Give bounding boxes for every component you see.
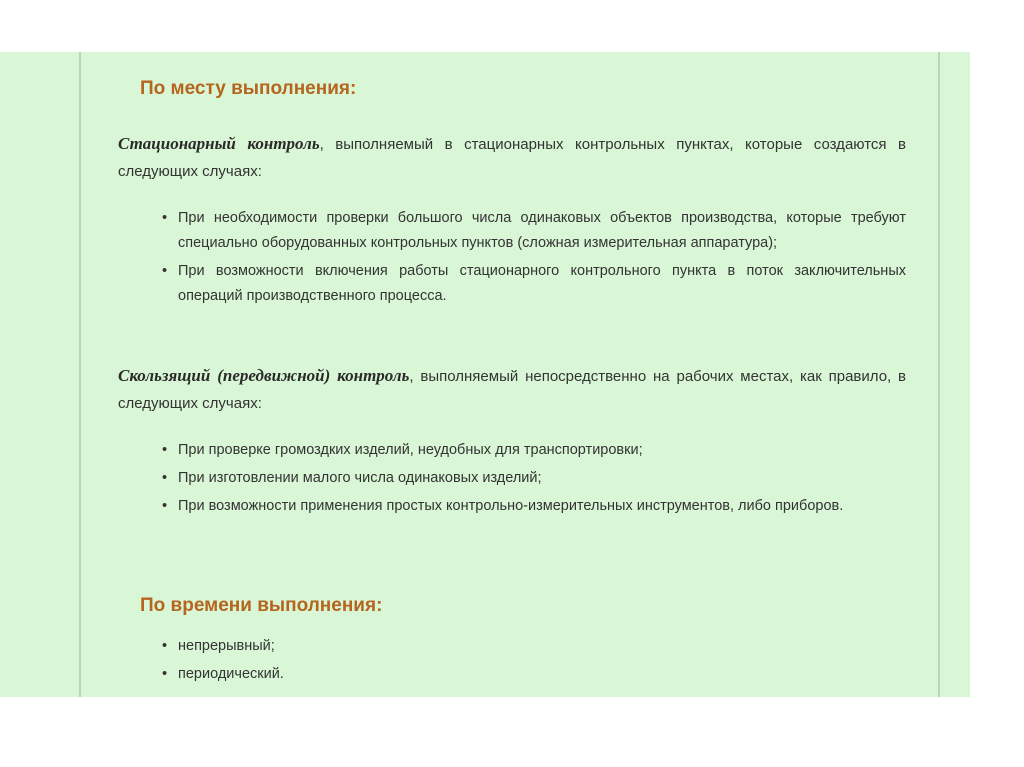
- heading-by-place: По месту выполнения:: [140, 78, 357, 99]
- list-item: • периодический.: [162, 662, 906, 687]
- stationary-control-paragraph: [118, 130, 906, 185]
- time-types-list: [162, 634, 906, 690]
- list-item: • При проверке громоздких изделий, неудобных для транспортировки;: [162, 438, 906, 463]
- stationary-control-term: Стационарный контроль: [118, 134, 320, 153]
- sliding-control-paragraph: [118, 362, 906, 417]
- right-divider: [938, 52, 940, 697]
- list-item: • При изготовлении малого числа одинаковых изделий;: [162, 466, 906, 491]
- left-divider: [79, 52, 81, 697]
- list-item: • При возможности применения простых контрольно-измерительных инструментов, либо приборов.: [162, 494, 906, 519]
- stationary-cases-list: [162, 206, 906, 312]
- sliding-cases-list: [162, 438, 906, 522]
- heading-by-time: По времени выполнения:: [140, 595, 383, 616]
- list-item: • При возможности включения работы стационарного контрольного пункта в поток заключительных операций производственного процесса.: [162, 259, 906, 309]
- slide: [0, 52, 970, 697]
- stationary-control-text: , выполняемый в стационарных контрольных пунктах, которые создаются в следующих случаях:: [118, 136, 906, 180]
- sliding-control-text: , выполняемый непосредственно на рабочих местах, как правило, в следующих случаях:: [118, 368, 906, 412]
- list-item: • непрерывный;: [162, 634, 906, 659]
- list-item: • При необходимости проверки большого числа одинаковых объектов производства, которые требуют специально оборудованных контрольных пунктов (сложная измерительная аппаратура);: [162, 206, 906, 256]
- sliding-control-term: Скользящий (передвижной) контроль: [118, 366, 410, 385]
